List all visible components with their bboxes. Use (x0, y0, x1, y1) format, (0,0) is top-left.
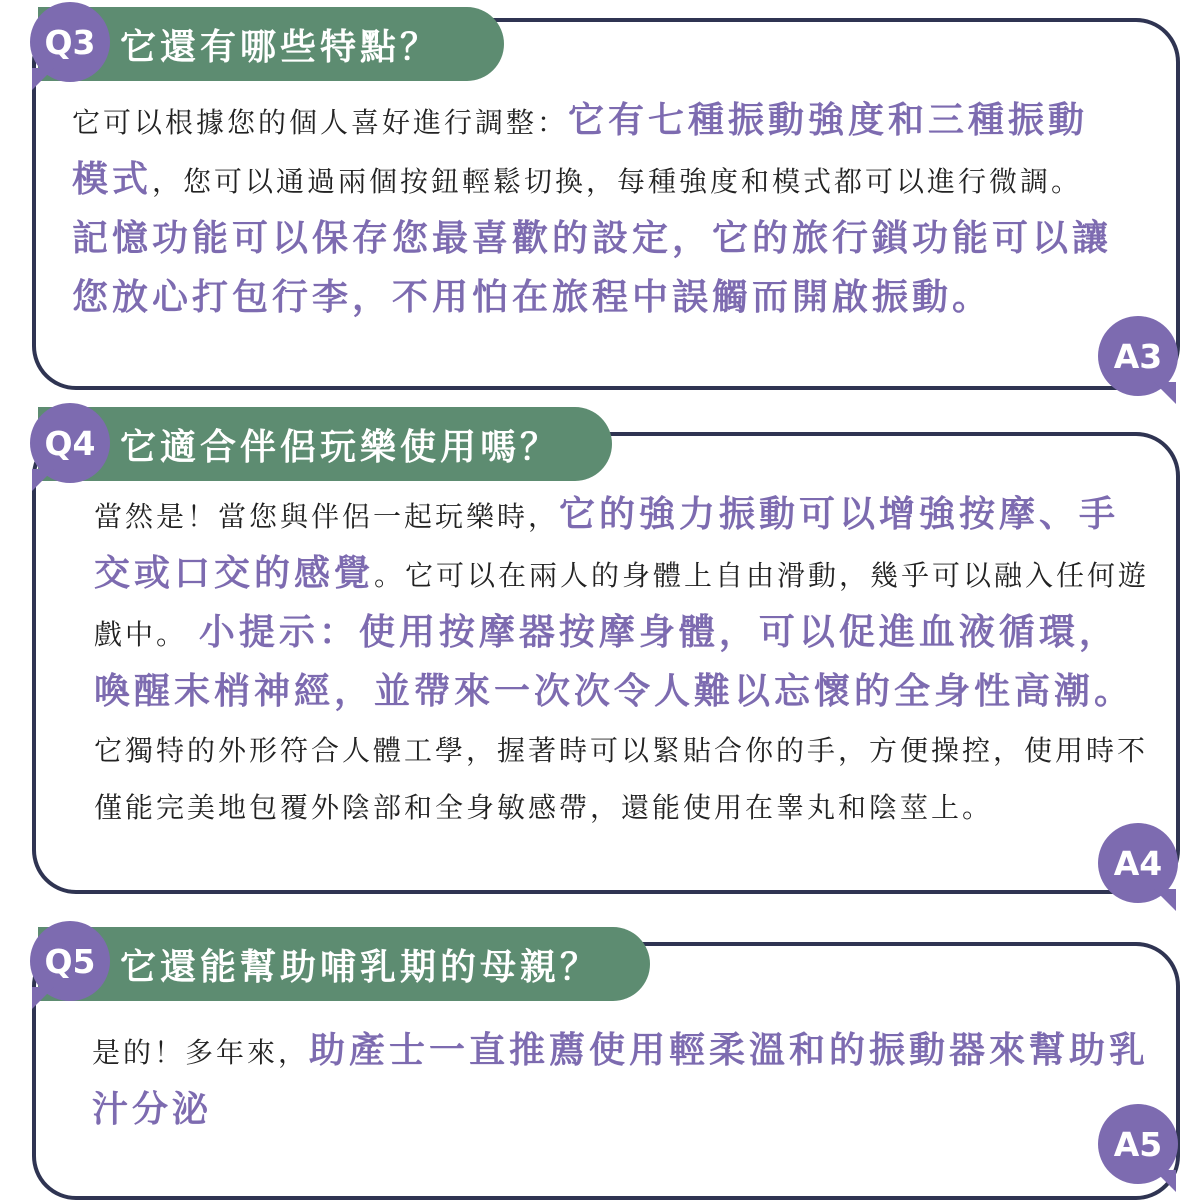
answer-segment: 它可以根據您的個人喜好進行調整： (72, 106, 569, 139)
answer-segment: 。它可以在兩人的身體上自由滑動，幾乎可以融入任何遊戲中。 (94, 559, 1150, 651)
answer-highlight: 它的強力振動可以增強按摩、手交或口交的感覺 (94, 494, 1120, 594)
a-label-a4: A4 (1113, 843, 1163, 883)
answer-highlight: 它有七種振動強度和三種振動模式 (72, 100, 1089, 200)
answer-segment: ，您可以通過兩個按鈕輕鬆切換，每種強度和模式都可以進行微調。 (152, 165, 1083, 198)
a-badge-a5 (1098, 1104, 1178, 1184)
answer-text-a4 (94, 486, 1154, 836)
q-label-q5: Q5 (44, 941, 96, 981)
q-label-q4: Q4 (44, 423, 96, 463)
answer-segment: 是的！多年來， (92, 1036, 310, 1069)
q-label-q3: Q3 (44, 22, 96, 62)
question-tab-q5 (38, 927, 650, 1001)
question-tab-q4 (38, 407, 612, 481)
a-label-a3: A3 (1113, 336, 1163, 376)
q-badge-q3 (30, 2, 110, 82)
answer-segment: 它獨特的外形符合人體工學，握著時可以緊貼合你的手，方便操控，使用時不僅能完美地包覆外陰部和全身敏感帶，還能使用在睾丸和陰莖上。 (94, 734, 1149, 824)
q-badge-q5 (30, 921, 110, 1001)
a-badge-a4 (1098, 823, 1178, 903)
question-text-q5: 它還能幫助哺乳期的母親？ (120, 946, 601, 988)
a-label-a5: A5 (1113, 1124, 1163, 1164)
answer-highlight: 記憶功能可以保存您最喜歡的設定，它的旅行鎖功能可以讓您放心打包行李，不用怕在旅程中誤觸而開啟振動。 (72, 218, 1113, 318)
a-badge-a3 (1098, 316, 1178, 396)
answer-highlight: 小提示：使用按摩器按摩身體，可以促進血液循環，喚醒末梢神經，並帶來一次次令人難以忘懷的全身性高潮。 (94, 612, 1135, 712)
q-badge-q4 (30, 403, 110, 483)
answer-text-a5 (92, 1022, 1152, 1140)
answer-text-a3 (72, 92, 1122, 328)
answer-highlight: 助產士一直推薦使用輕柔溫和的振動器來幫助乳汁分泌 (92, 1030, 1150, 1130)
question-text-q3: 它還有哪些特點？ (120, 26, 441, 68)
question-text-q4: 它適合伴侶玩樂使用嗎？ (120, 426, 561, 468)
answer-segment: 當然是！當您與伴侶一起玩樂時， (94, 500, 560, 533)
